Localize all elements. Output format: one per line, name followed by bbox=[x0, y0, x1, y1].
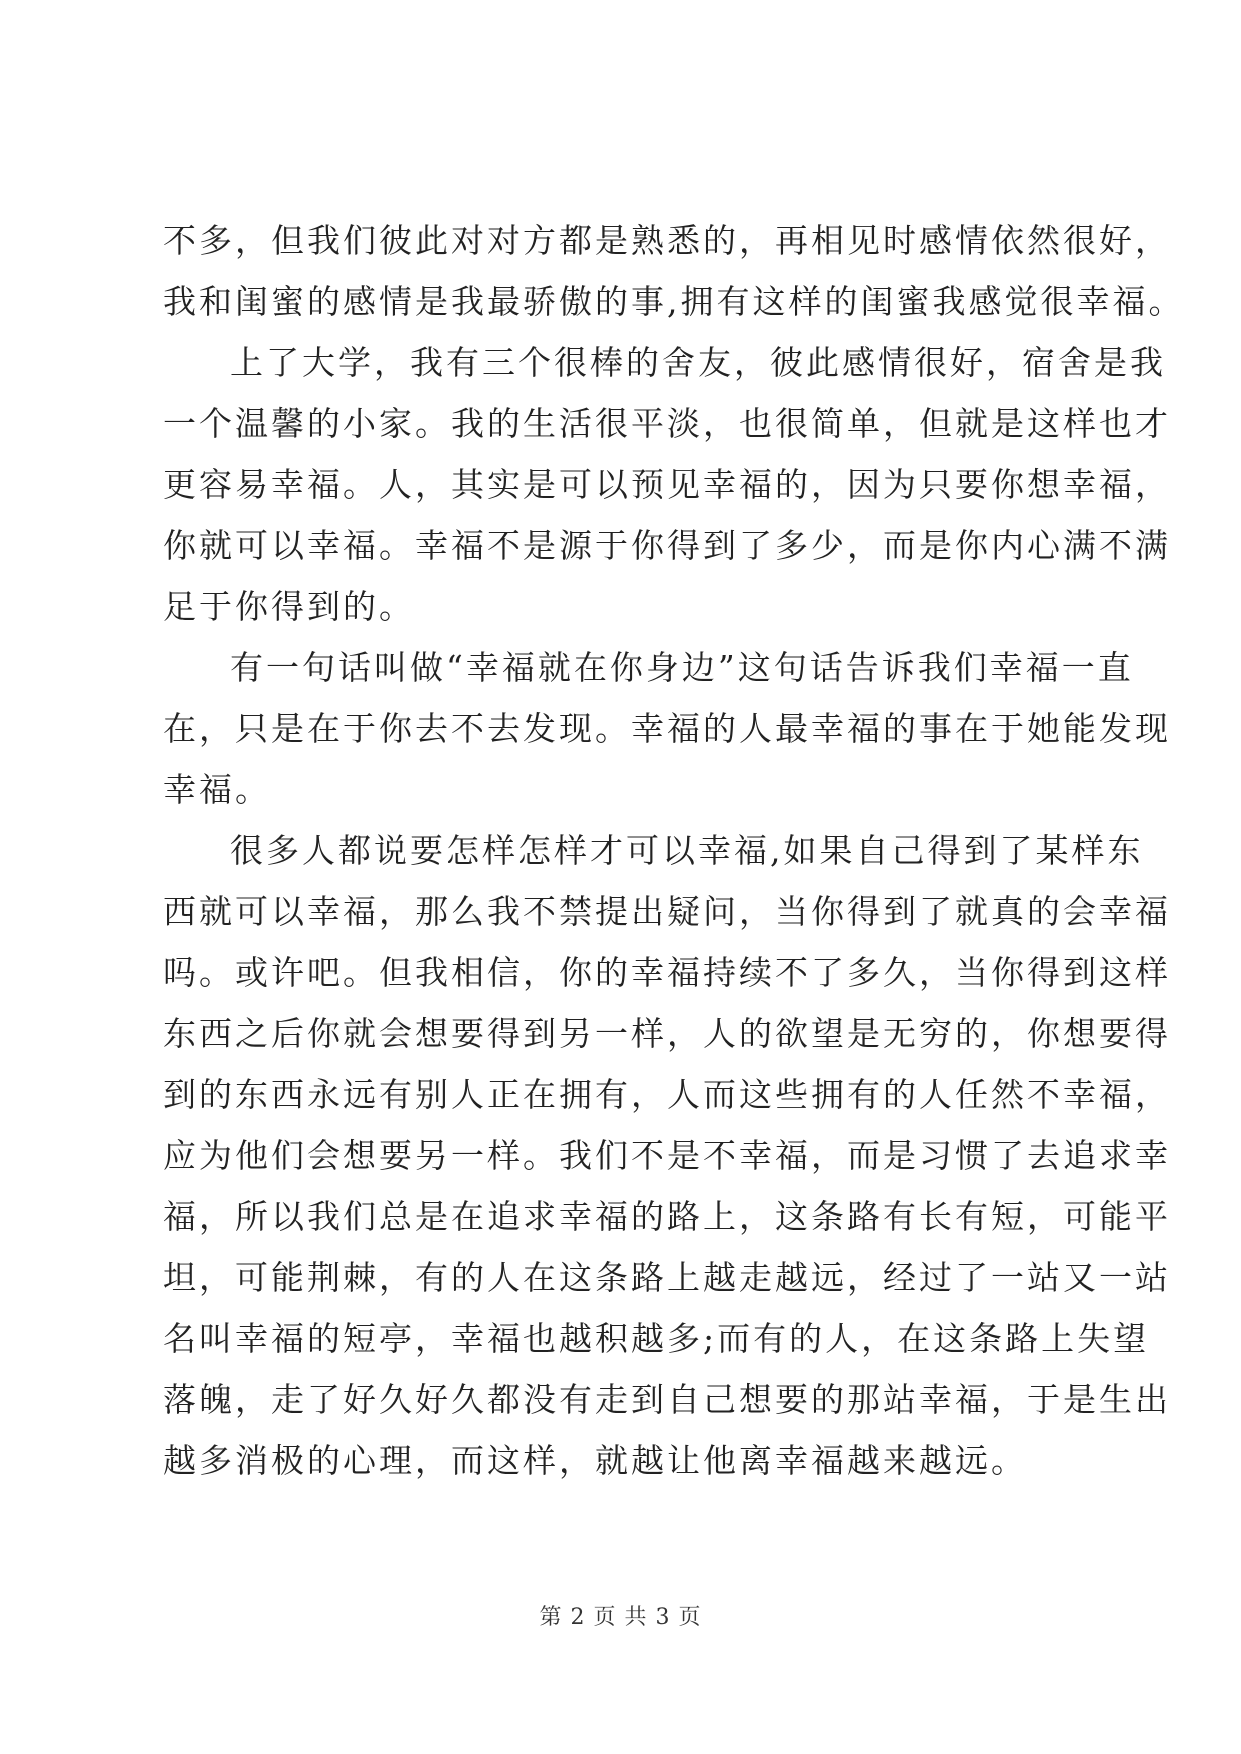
text-line: 应为他们会想要另一样。我们不是不幸福，而是习惯了去追求幸 bbox=[163, 1136, 1171, 1175]
text-line: 越多消极的心理，而这样，就越让他离幸福越来越远。 bbox=[163, 1441, 1027, 1480]
text-line: 东西之后你就会想要得到另一样，人的欲望是无穷的，你想要得 bbox=[163, 1014, 1171, 1053]
text-line: 在，只是在于你去不去发现。幸福的人最幸福的事在于她能发现 bbox=[163, 709, 1171, 748]
text-line: 足于你得到的。 bbox=[163, 587, 415, 626]
text-line: 到的东西永远有别人正在拥有，人而这些拥有的人任然不幸福， bbox=[163, 1075, 1171, 1114]
text-line: 福，所以我们总是在追求幸福的路上，这条路有长有短，可能平 bbox=[163, 1197, 1171, 1236]
text-line: 西就可以幸福，那么我不禁提出疑问，当你得到了就真的会幸福 bbox=[163, 892, 1171, 931]
text-line: 坦，可能荆棘，有的人在这条路上越走越远，经过了一站又一站 bbox=[163, 1258, 1171, 1297]
text-line: 你就可以幸福。幸福不是源于你得到了多少，而是你内心满不满 bbox=[163, 526, 1171, 565]
text-line: 不多，但我们彼此对对方都是熟悉的，再相见时感情依然很好， bbox=[163, 221, 1171, 260]
text-line: 落魄，走了好久好久都没有走到自己想要的那站幸福，于是生出 bbox=[163, 1380, 1171, 1419]
text-line: 更容易幸福。人，其实是可以预见幸福的，因为只要你想幸福， bbox=[163, 465, 1171, 504]
text-line: 很多人都说要怎样怎样才可以幸福,如果自己得到了某样东 bbox=[230, 831, 1144, 870]
text-line: 上了大学，我有三个很棒的舍友，彼此感情很好，宿舍是我 bbox=[230, 343, 1166, 382]
text-line: 吗。或许吧。但我相信，你的幸福持续不了多久，当你得到这样 bbox=[163, 953, 1171, 992]
text-line: 有一句话叫做“幸福就在你身边”这句话告诉我们幸福一直 bbox=[230, 648, 1134, 687]
text-line: 一个温馨的小家。我的生活很平淡，也很简单，但就是这样也才 bbox=[163, 404, 1171, 443]
page-number-footer: 第 2 页 共 3 页 bbox=[539, 1605, 702, 1630]
text-line: 幸福。 bbox=[163, 770, 271, 809]
text-line: 名叫幸福的短亭，幸福也越积越多;而有的人，在这条路上失望 bbox=[163, 1319, 1150, 1358]
text-line: 我和闺蜜的感情是我最骄傲的事,拥有这样的闺蜜我感觉很幸福。 bbox=[163, 282, 1185, 321]
